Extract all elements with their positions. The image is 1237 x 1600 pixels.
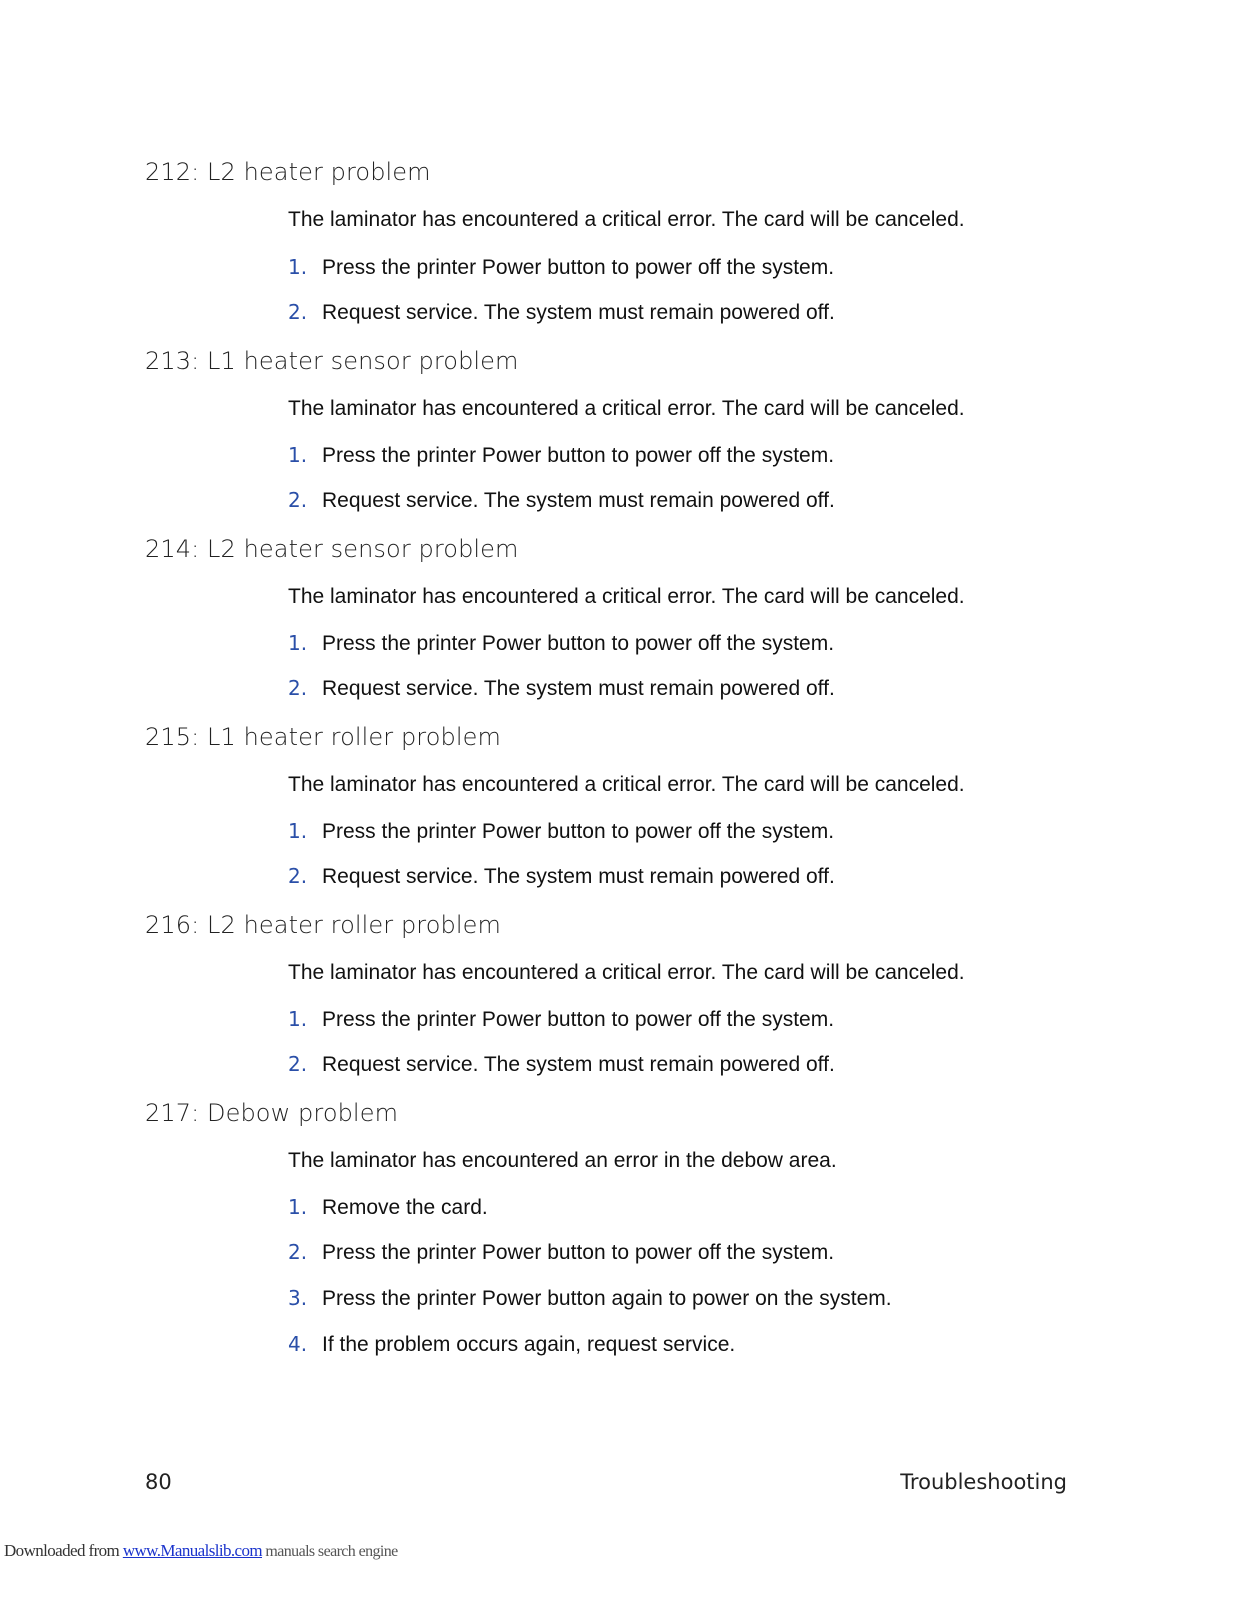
step-number: 1. <box>288 631 308 655</box>
step-text: Request service. The system must remain powered off. <box>322 301 835 324</box>
section-title-217: 217: Debow problem <box>145 1099 399 1127</box>
step-text: Request service. The system must remain powered off. <box>322 489 835 512</box>
step-number: 3. <box>288 1286 308 1310</box>
list-item <box>288 1332 735 1357</box>
list-item <box>288 300 835 325</box>
manualslib-link[interactable]: www.Manualslib.com <box>122 1541 263 1560</box>
section-intro-212: The laminator has encountered a critical error. The card will be canceled. <box>288 208 965 231</box>
step-number: 1. <box>288 255 308 279</box>
list-item <box>288 1286 892 1311</box>
step-text: Press the printer Power button to power off the system. <box>322 1241 835 1264</box>
step-text: Press the printer Power button to power off the system. <box>322 632 835 655</box>
step-text: Press the printer Power button to power off the system. <box>322 256 835 279</box>
step-number: 4. <box>288 1332 308 1356</box>
section-intro-214: The laminator has encountered a critical error. The card will be canceled. <box>288 585 965 608</box>
list-item <box>288 864 835 889</box>
list-item <box>288 443 834 468</box>
section-title-213: 213: L1 heater sensor problem <box>145 347 519 375</box>
section-title-215: 215: L1 heater roller problem <box>145 723 501 751</box>
step-text: Press the printer Power button to power off the system. <box>322 444 835 467</box>
list-item <box>288 819 834 844</box>
step-number: 2. <box>288 676 308 700</box>
step-number: 1. <box>288 1195 308 1219</box>
download-banner <box>4 1541 398 1561</box>
step-text: Request service. The system must remain powered off. <box>322 677 835 700</box>
step-number: 2. <box>288 488 308 512</box>
section-intro-216: The laminator has encountered a critical error. The card will be canceled. <box>288 961 965 984</box>
step-number: 1. <box>288 443 308 467</box>
step-text: Press the printer Power button to power off the system. <box>322 820 835 843</box>
step-number: 2. <box>288 1052 308 1076</box>
list-item <box>288 676 835 701</box>
list-item <box>288 1195 488 1220</box>
list-item <box>288 1052 835 1077</box>
section-title-216: 216: L2 heater roller problem <box>145 911 501 939</box>
list-item <box>288 488 835 513</box>
list-item <box>288 631 834 656</box>
section-title-214: 214: L2 heater sensor problem <box>145 535 519 563</box>
list-item <box>288 255 834 280</box>
section-title-212: 212: L2 heater problem <box>145 158 431 186</box>
list-item <box>288 1240 834 1265</box>
download-suffix: manuals search engine <box>262 1543 398 1560</box>
step-text: Press the printer Power button to power off the system. <box>322 1008 835 1031</box>
section-intro-217: The laminator has encountered an error in the debow area. <box>288 1149 837 1172</box>
download-prefix: Downloaded from <box>4 1541 123 1560</box>
section-intro-213: The laminator has encountered a critical error. The card will be canceled. <box>288 397 965 420</box>
step-text: Request service. The system must remain powered off. <box>322 865 835 888</box>
list-item <box>288 1007 834 1032</box>
step-number: 2. <box>288 300 308 324</box>
step-number: 2. <box>288 1240 308 1264</box>
step-text: Press the printer Power button again to power on the system. <box>322 1287 892 1310</box>
step-number: 1. <box>288 819 308 843</box>
chapter-name: Troubleshooting <box>900 1470 1067 1494</box>
step-number: 1. <box>288 1007 308 1031</box>
section-intro-215: The laminator has encountered a critical error. The card will be canceled. <box>288 773 965 796</box>
step-text: Request service. The system must remain powered off. <box>322 1053 835 1076</box>
step-number: 2. <box>288 864 308 888</box>
page-number: 80 <box>145 1470 172 1494</box>
step-text: If the problem occurs again, request service. <box>322 1333 736 1356</box>
step-text: Remove the card. <box>322 1196 488 1219</box>
